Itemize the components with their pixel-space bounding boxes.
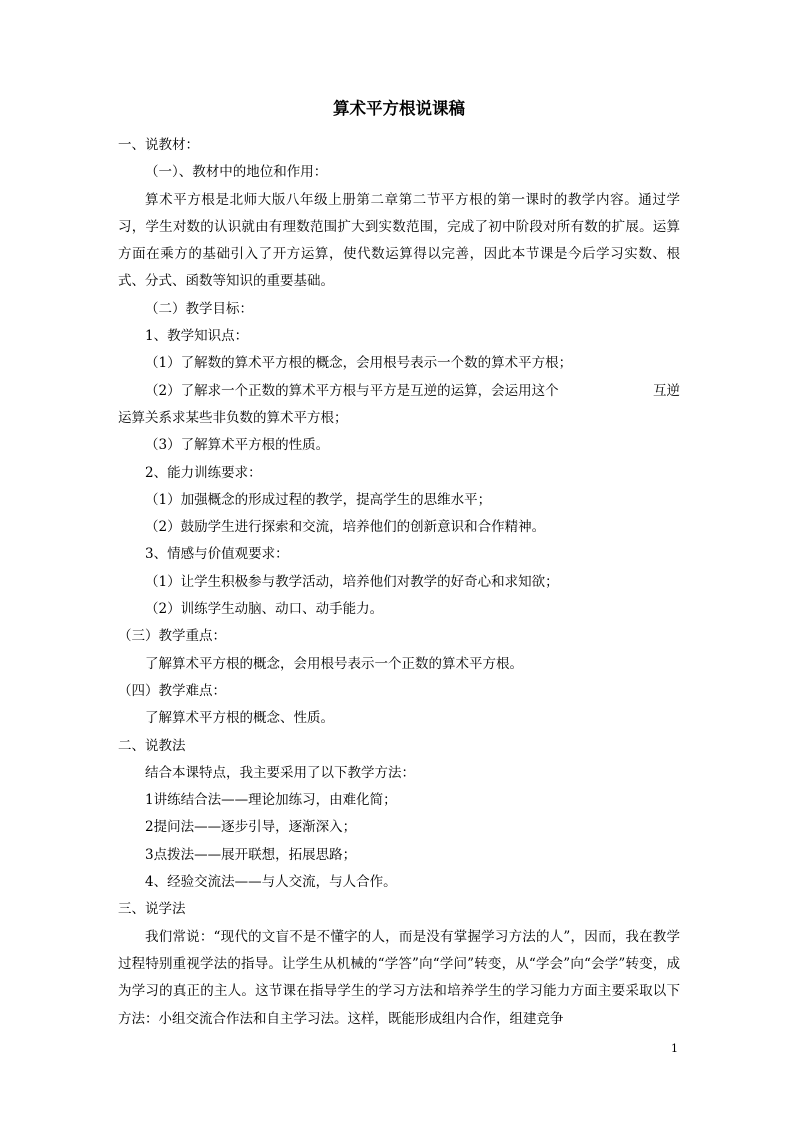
subheading-position: （一）、教材中的地位和作用： — [145, 164, 328, 181]
method-item-2: 2提问法——逐步引导，逐渐深入； — [145, 819, 357, 836]
ability-heading: 2、能力训练要求： — [145, 464, 262, 481]
methods-intro: 结合本课特点，我主要采用了以下教学方法： — [145, 764, 415, 781]
section-heading-1: 一、说教材： — [118, 137, 199, 153]
ability-item-2: （2）鼓励学生进行探索和交流，培养他们的创新意识和合作精神。 — [145, 519, 546, 536]
ability-item-1: （1）加强概念的形成过程的教学，提高学生的思维水平； — [145, 491, 492, 508]
emotion-item-1: （1）让学生积极参与教学活动，培养他们对教学的好奇心和求知欲； — [145, 573, 559, 590]
paragraph-learning-methods: 我们常说：“现代的文盲不是不懂字的人，而是没有掌握学习方法的人”，因而，我在教学过程特别重视学法的指导。让学生从机械的“学答”向“学问”转变，从“学会”向“会学”转变，成为学习的真正的主人。这节课在指导学生的学习方法和培养学生的学习能力方面主要采取以下方法：小组交流合作法和自主学习法。这样，既能形成组内合作，组建竞争 — [118, 928, 680, 1027]
knowledge-heading: 1、教学知识点： — [145, 328, 249, 345]
emotion-heading: 3、情感与价值观要求： — [145, 546, 289, 563]
knowledge-item-2-text: （2）了解求一个正数的算术平方根与平方是互逆的运算，会运用这个 — [145, 382, 559, 399]
paragraph-position: 算术平方根是北师大版八年级上册第二章第二节平方根的第一课时的教学内容。通过学习，学生对数的认识就由有理数范围扩大到实数范围，完成了初中阶段对所有数的扩展。运算方面在乘方的基础引入了开方运算，使代数运算得以完善，因此本节课是今后学习实数、根式、分式、函数等知识的重要基础。 — [118, 191, 680, 290]
page-number: 1 — [671, 1042, 678, 1055]
method-item-3: 3点拨法——展开联想，拓展思路； — [145, 846, 357, 863]
subheading-key-points: （三）教学重点： — [118, 628, 226, 645]
section-heading-2: 二、说教法 — [118, 737, 186, 754]
method-item-4: 4、经验交流法——与人交流，与人合作。 — [145, 874, 397, 891]
emotion-item-2: （2）训练学生动脑、动口、动手能力。 — [145, 601, 384, 618]
knowledge-item-2-tail: 互逆 — [653, 382, 680, 399]
subheading-goals: （二）教学目标： — [145, 300, 253, 317]
document-title: 算术平方根说课稿 — [333, 99, 465, 118]
key-points-text: 了解算术平方根的概念，会用根号表示一个正数的算术平方根。 — [145, 655, 523, 672]
knowledge-item-2-cont: 运算关系求某些非负数的算术平方根； — [118, 409, 348, 426]
subheading-difficulties: （四）教学难点： — [118, 682, 226, 699]
method-item-1: 1讲练结合法——理论加练习，由难化简； — [145, 792, 397, 809]
section-heading-3: 三、说学法 — [118, 901, 186, 918]
knowledge-item-1: （1）了解数的算术平方根的概念，会用根号表示一个数的算术平方根； — [145, 355, 573, 372]
knowledge-item-3: （3）了解算术平方根的性质。 — [145, 437, 330, 454]
knowledge-item-2 — [118, 378, 680, 405]
difficulties-text: 了解算术平方根的概念、性质。 — [145, 710, 334, 727]
